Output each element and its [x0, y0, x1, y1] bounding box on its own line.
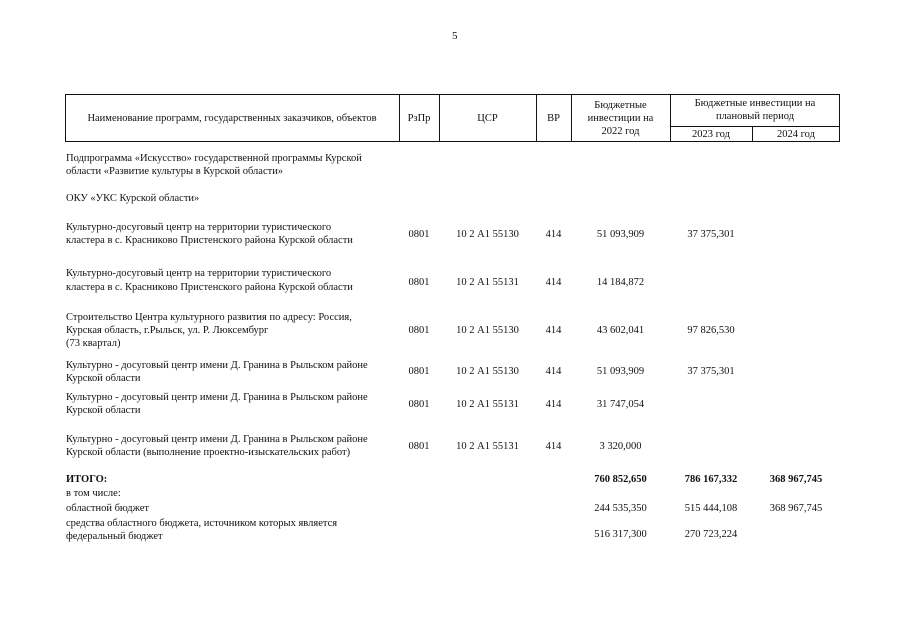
row-name: Культурно-досуговый центр на территории туристического [66, 268, 332, 279]
row-2022: 43 602,041 [596, 325, 645, 336]
header-planned-line: плановый период [715, 111, 795, 122]
including-label: в том числе: [66, 488, 121, 499]
row-rzpr: 0801 [408, 399, 430, 410]
row-csr: 10 2 А1 55131 [456, 277, 519, 288]
header-2023: 2023 год [692, 128, 730, 140]
header-vr: ВР [547, 112, 560, 124]
row-name: Культурно - досуговый центр имени Д. Гранина в Рыльском районе [66, 392, 368, 403]
federal-label: средства областного бюджета, источником которых является [66, 518, 338, 529]
total-label: ИТОГО: [66, 474, 108, 485]
row-rzpr: 0801 [408, 325, 430, 336]
row-csr: 10 2 А1 55131 [456, 399, 519, 410]
row-csr: 10 2 А1 55131 [456, 441, 519, 452]
row-csr: 10 2 А1 55130 [456, 229, 519, 240]
header-2024: 2024 год [777, 128, 815, 140]
row-2022: 31 747,054 [596, 399, 645, 410]
header-inv-2022-line: инвестиции на [587, 112, 654, 124]
row-rzpr: 0801 [408, 229, 430, 240]
regional-2023: 515 444,108 [684, 503, 738, 514]
row-name: Культурно - досуговый центр имени Д. Гранина в Рыльском районе [66, 434, 368, 445]
header-planned-line: Бюджетные инвестиции на [694, 98, 816, 109]
header-name: Наименование программ, государственных заказчиков, объектов [87, 112, 377, 124]
page-number: 5 [452, 30, 458, 42]
row-name: Курская область, г.Рыльск, ул. Р. Люксембург [66, 325, 269, 336]
row-2023: 37 375,301 [687, 366, 735, 377]
row-rzpr: 0801 [408, 277, 430, 288]
row-name: Культурно-досуговый центр на территории туристического [66, 222, 332, 233]
header-csr: ЦСР [477, 112, 498, 124]
header-rzpr: РзПр [407, 112, 431, 124]
row-2023: 37 375,301 [687, 229, 735, 240]
row-name: кластера в с. Красниково Пристенского района Курской области [66, 282, 353, 293]
customer-name: ОКУ «УКС Курской области» [66, 193, 200, 204]
row-2022: 51 093,909 [596, 366, 645, 377]
row-name: (73 квартал) [66, 338, 121, 349]
row-rzpr: 0801 [408, 366, 430, 377]
row-vr: 414 [545, 366, 562, 377]
row-vr: 414 [545, 229, 562, 240]
row-rzpr: 0801 [408, 441, 430, 452]
row-name: Курской области [66, 373, 141, 384]
regional-2024: 368 967,745 [769, 503, 823, 514]
row-name: Курской области (выполнение проектно-изыскательских работ) [66, 447, 351, 458]
total-2022: 760 852,650 [594, 474, 647, 485]
total-2024: 368 967,745 [769, 474, 823, 485]
row-2023: 97 826,530 [687, 325, 735, 336]
federal-label: федеральный бюджет [66, 531, 163, 542]
row-csr: 10 2 А1 55130 [456, 366, 519, 377]
row-csr: 10 2 А1 55130 [456, 325, 519, 336]
header-inv-2022-line: 2022 год [601, 125, 640, 137]
row-vr: 414 [545, 325, 562, 336]
header-inv-2022 [571, 94, 670, 142]
regional-2022: 244 535,350 [594, 503, 647, 514]
federal-2023: 270 723,224 [684, 529, 738, 540]
row-2022: 14 184,872 [596, 277, 645, 288]
regional-label: областной бюджет [66, 503, 149, 514]
row-vr: 414 [545, 399, 562, 410]
row-2022: 3 320,000 [599, 441, 642, 452]
row-name: Строительство Центра культурного развития по адресу: Россия, [66, 312, 352, 323]
header-planned [670, 94, 840, 126]
row-name: Культурно - досуговый центр имени Д. Гранина в Рыльском районе [66, 360, 368, 371]
row-vr: 414 [545, 277, 562, 288]
row-vr: 414 [545, 441, 562, 452]
header-inv-2022-line: Бюджетные [594, 99, 647, 111]
row-name: кластера в с. Красниково Пристенского района Курской области [66, 235, 353, 246]
row-name: Курской области [66, 405, 141, 416]
row-2022: 51 093,909 [596, 229, 645, 240]
total-2023: 786 167,332 [684, 474, 738, 485]
subprogram-line: Подпрограмма «Искусство» государственной программы Курской [66, 153, 362, 164]
federal-2022: 516 317,300 [594, 529, 647, 540]
subprogram-line: области «Развитие культуры в Курской области» [66, 166, 284, 177]
